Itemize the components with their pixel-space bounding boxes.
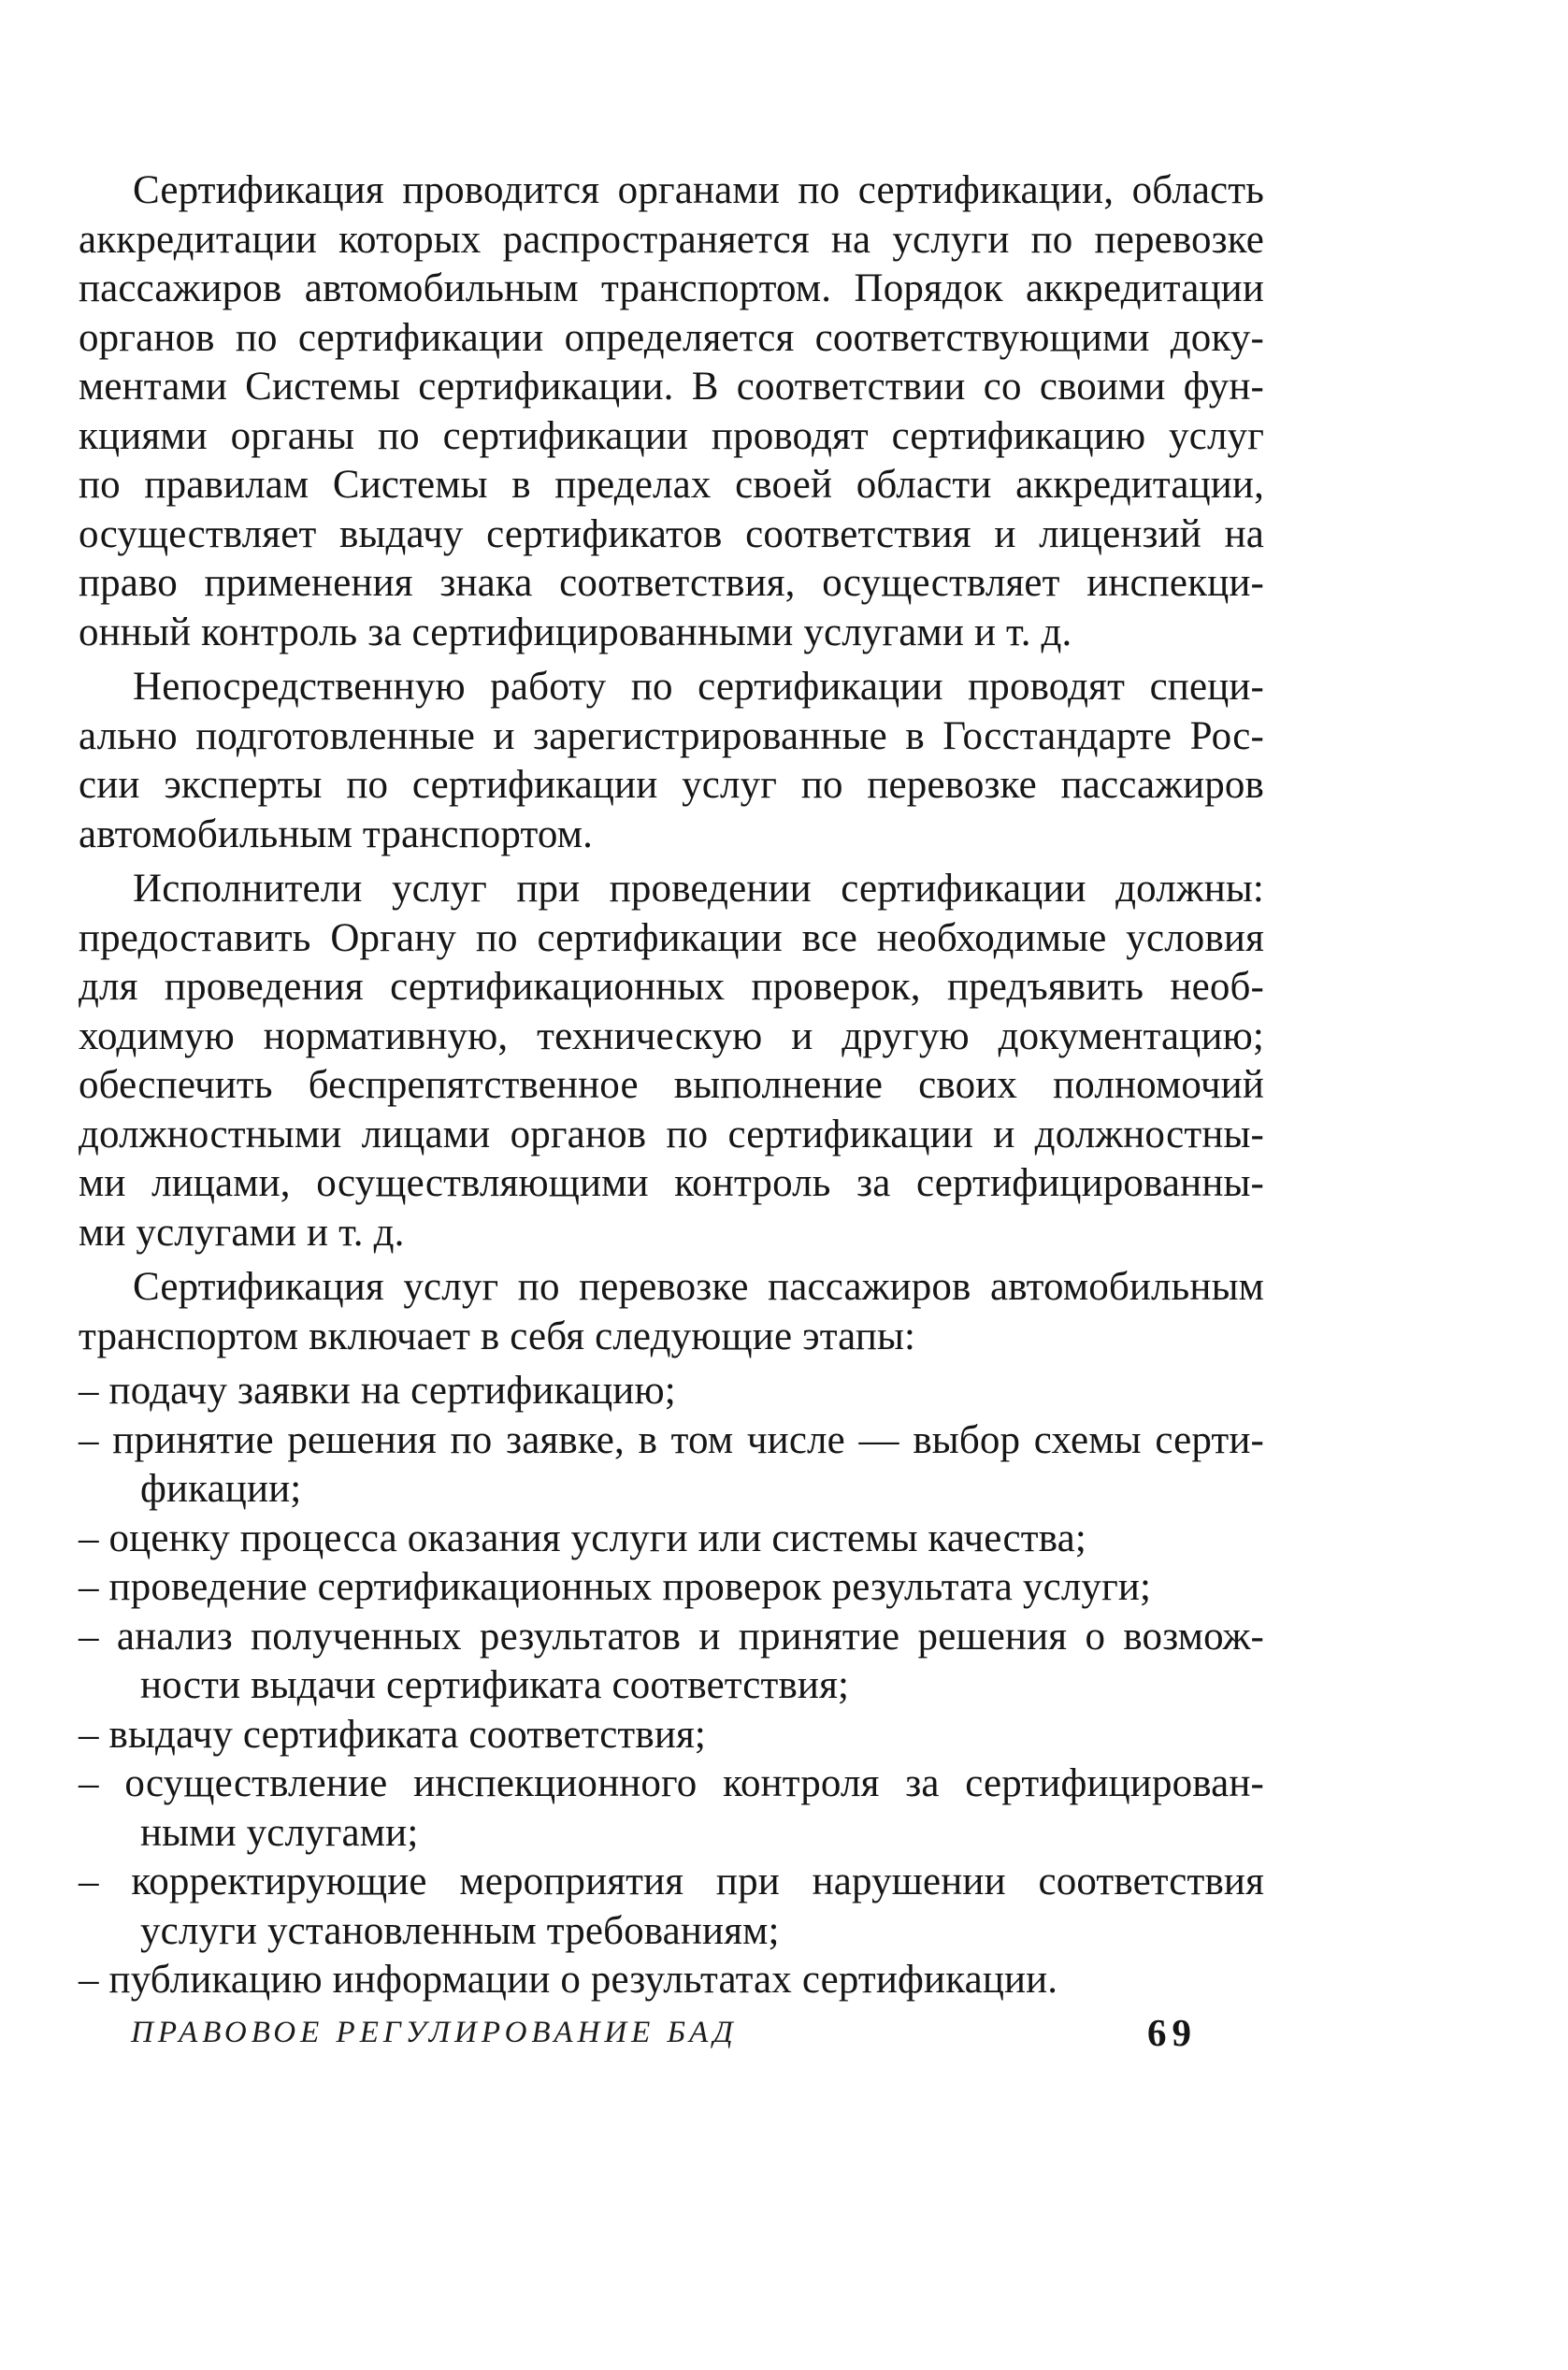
text-line: сии эксперты по сертификации услуг по перевозке пассажиров: [79, 763, 1264, 807]
text-line: фикации;: [140, 1467, 302, 1511]
text-line: – публикацию информации о результатах сертификации.: [79, 1958, 1058, 2002]
text-line: Сертификация услуг по перевозке пассажиров автомобильным: [133, 1265, 1264, 1309]
text-line: предоставить Органу по сертификации все необходимые условия: [79, 915, 1264, 960]
text-line: ми лицами, осуществляющими контроль за сертифицированны-: [79, 1161, 1264, 1205]
list-item: [79, 1760, 1264, 1858]
paragraph: [79, 663, 1264, 859]
paragraphs: [79, 166, 1264, 1361]
text-line: ности выдачи сертификата соответствия;: [140, 1663, 850, 1707]
text-line: ными услугами;: [140, 1810, 419, 1855]
text-line: право применения знака соответствия, осуществляет инспекци-: [79, 561, 1264, 605]
paragraph: [79, 166, 1264, 657]
text-line: пассажиров автомобильным транспортом. Порядок аккредитации: [79, 266, 1264, 310]
text-line: – проведение сертификационных проверок результата услуги;: [79, 1565, 1152, 1609]
text-line: – оценку процесса оказания услуги или системы качества;: [79, 1515, 1086, 1560]
page-number: 69: [1147, 2011, 1197, 2054]
text-line: по правилам Системы в пределах своей области аккредитации,: [79, 463, 1264, 507]
text-line: органов по сертификации определяется соответствующими доку-: [79, 315, 1264, 360]
text-line: обеспечить беспрепятственное выполнение своих полномочий: [79, 1063, 1264, 1107]
text-line: осуществляет выдачу сертификатов соответствия и лицензий на: [79, 511, 1264, 556]
text-line: – выдачу сертификата соответствия;: [79, 1712, 707, 1757]
paragraph: [79, 1263, 1264, 1361]
list-item: [79, 1956, 1264, 2005]
text-line: аккредитации которых распространяется на услуги по перевозке: [79, 217, 1264, 262]
list-item: [79, 1416, 1264, 1515]
body-text: [79, 166, 1264, 2005]
text-line: должностными лицами органов по сертификации и должностны-: [79, 1112, 1264, 1156]
text-line: для проведения сертификационных проверок, предъявить необ-: [79, 965, 1264, 1009]
list-item: [79, 1711, 1264, 1760]
text-line: кциями органы по сертификации проводят сертификацию услуг: [79, 413, 1264, 458]
text-line: автомобильным транспортом.: [79, 812, 593, 856]
running-footer: [131, 2010, 1197, 2066]
footer-title: ПРАВОВОЕ РЕГУЛИРОВАНИЕ БАД: [131, 2016, 738, 2049]
text-line: – подачу заявки на сертификацию;: [79, 1369, 676, 1413]
text-line: – осуществление инспекционного контроля за сертифицирован-: [79, 1761, 1264, 1805]
text-line: ми услугами и т. д.: [79, 1210, 405, 1255]
list-item: [79, 1563, 1264, 1613]
list-item: [79, 1515, 1264, 1564]
text-line: транспортом включает в себя следующие этапы:: [79, 1314, 916, 1358]
list-item: [79, 1613, 1264, 1711]
list-item: [79, 1858, 1264, 1956]
text-line: – принятие решения по заявке, в том числе — выбор схемы серти-: [79, 1417, 1264, 1462]
text-line: Исполнители услуг при проведении сертификации должны:: [133, 867, 1264, 911]
text-line: онный контроль за сертифицированными услугами и т. д.: [79, 610, 1072, 654]
text-line: ально подготовленные и зарегистрированные в Госстандарте Рос-: [79, 713, 1264, 758]
text-line: ходимую нормативную, техническую и другую документацию;: [79, 1013, 1264, 1058]
paragraph: [79, 865, 1264, 1257]
text-line: Сертификация проводится органами по сертификации, область: [133, 168, 1264, 212]
stages-list: [79, 1367, 1264, 2005]
text-line: ментами Системы сертификации. В соответствии со своими фун-: [79, 365, 1264, 409]
text-line: – анализ полученных результатов и принятие решения о возмож-: [79, 1614, 1264, 1659]
list-item: [79, 1367, 1264, 1416]
text-line: услуги установленным требованиям;: [140, 1908, 780, 1953]
text-line: – корректирующие мероприятия при нарушении соответствия: [79, 1860, 1264, 1903]
text-line: Непосредственную работу по сертификации проводят специ-: [133, 665, 1264, 709]
